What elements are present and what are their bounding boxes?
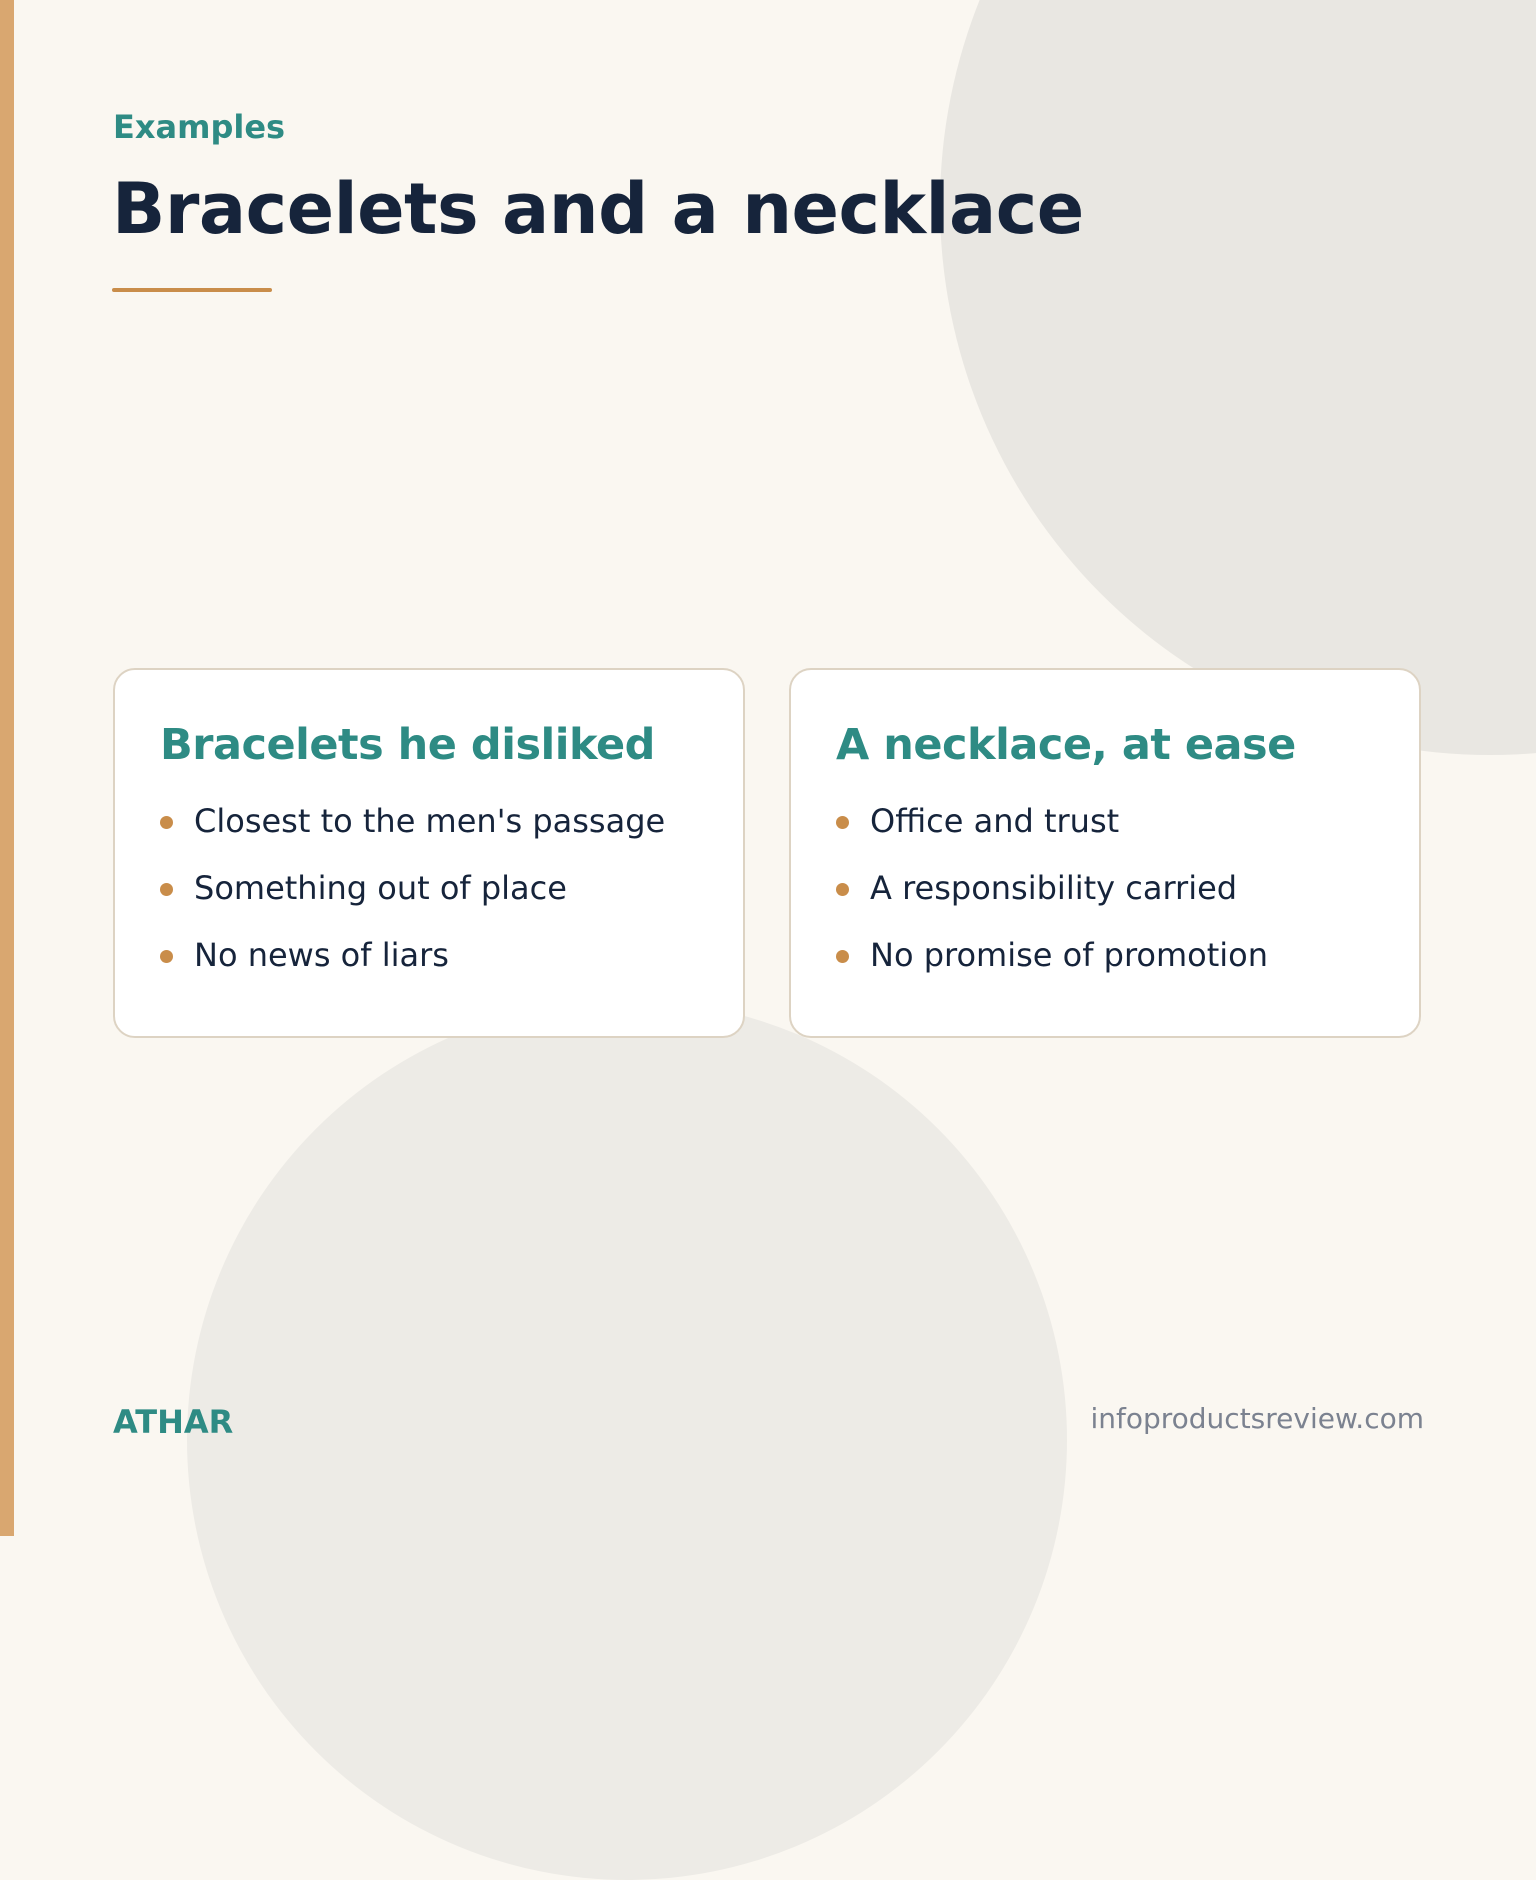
section-eyebrow: Examples <box>113 108 286 146</box>
list-item <box>159 936 665 1003</box>
list-item <box>835 869 1268 936</box>
list-item-text: Closest to the men's passage <box>194 802 666 840</box>
bullet-dot-icon <box>836 883 849 896</box>
list-item-text: Something out of place <box>194 869 567 907</box>
brand-name: ATHAR <box>113 1403 234 1441</box>
left-accent-bar <box>0 0 14 1536</box>
bullet-dot-icon <box>160 883 173 896</box>
bullet-dot-icon <box>160 816 173 829</box>
list-item <box>835 936 1268 1003</box>
decorative-circle-bottom <box>187 1000 1067 1880</box>
decorative-circle-top <box>940 0 1536 755</box>
card-title: A necklace, at ease <box>836 720 1296 770</box>
list-item-text: Office and trust <box>870 802 1120 840</box>
list-item-text: No news of liars <box>194 936 449 974</box>
card-list <box>159 802 665 1003</box>
card-bracelets <box>113 668 745 1038</box>
card-necklace <box>789 668 1421 1038</box>
list-item <box>159 869 665 936</box>
bullet-dot-icon <box>836 816 849 829</box>
list-item <box>159 802 665 869</box>
title-underline <box>112 288 272 292</box>
list-item <box>835 802 1268 869</box>
card-list <box>835 802 1268 1003</box>
list-item-text: No promise of promotion <box>870 936 1269 974</box>
list-item-text: A responsibility carried <box>870 869 1238 907</box>
bullet-dot-icon <box>160 950 173 963</box>
page-title: Bracelets and a necklace <box>112 168 1084 250</box>
card-title: Bracelets he disliked <box>160 720 655 770</box>
bullet-dot-icon <box>836 950 849 963</box>
site-url: infoproductsreview.com <box>1090 1402 1424 1435</box>
